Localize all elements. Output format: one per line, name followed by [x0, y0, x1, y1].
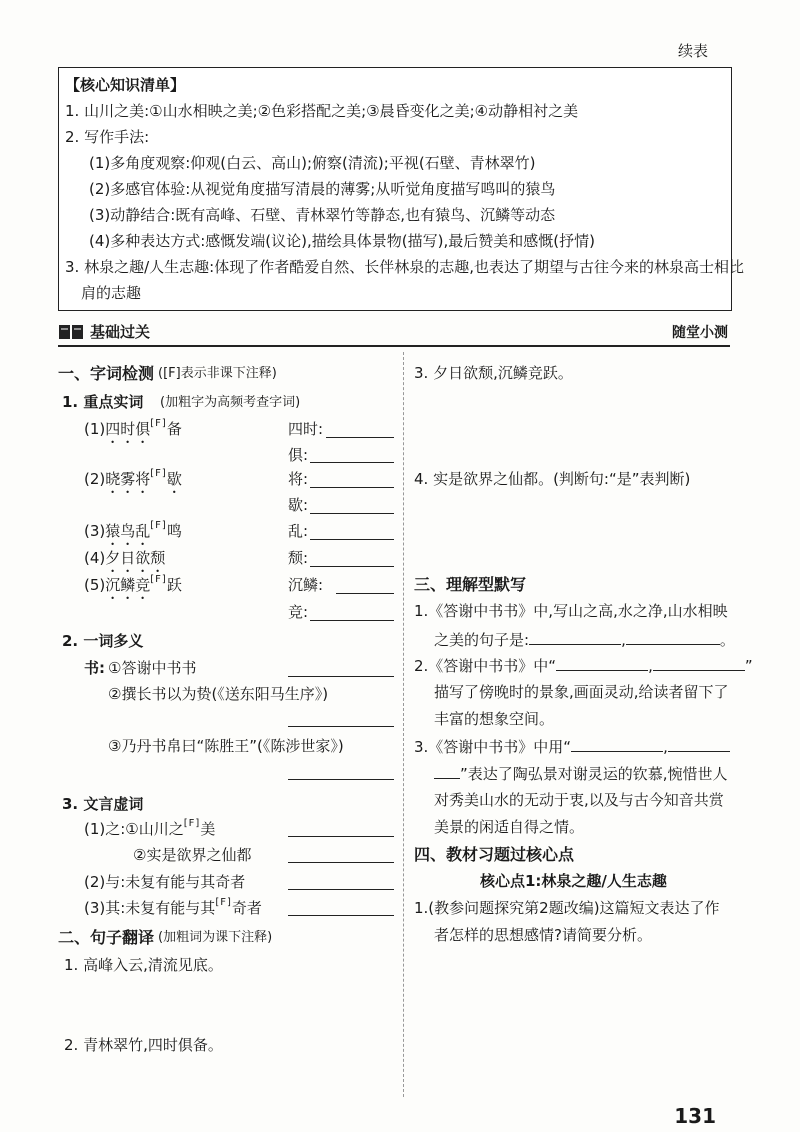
- answer-label: 俱:: [288, 446, 309, 464]
- q1-item: (5)沉鳞竞[F]跃: [84, 574, 182, 594]
- knowledge-item-3: 3. 林泉之趣/人生志趣:体现了作者酷爱自然、长伴林泉的志趣,也表达了期望与古往今来的林泉高士相比: [65, 258, 744, 276]
- s4-title: 四、教材习题过核心点: [414, 845, 575, 864]
- knowledge-item-2-sub: (1)多角度观察:仰观(白云、高山);俯察(清流);平视(石壁、青林翠竹): [89, 154, 536, 172]
- q1-item: (4)夕日欲颓: [84, 549, 166, 567]
- answer-label: 沉鳞:: [288, 576, 324, 594]
- q3-item: (1)之:①山川之[F]美: [84, 818, 216, 838]
- knowledge-item-2-sub: (4)多种表达方式:感慨发端(议论),描绘具体景物(描写),最后赞美和感慨(抒情): [89, 232, 595, 250]
- s2-note: (加粗词为课下注释): [158, 930, 273, 945]
- answer-blank[interactable]: [310, 539, 394, 540]
- answer-blank[interactable]: [336, 593, 394, 594]
- answer-label: 乱:: [288, 522, 309, 540]
- translation-item: 1. 高峰入云,清流见底。: [64, 956, 223, 974]
- q1-note: (加粗字为高频考查字词): [160, 395, 301, 410]
- s1-note: ([F]表示非课下注释): [158, 366, 277, 381]
- column-divider: [403, 352, 404, 1097]
- answer-blank[interactable]: [288, 779, 394, 780]
- q1-item: (2)晓雾将[F]歇: [84, 468, 182, 488]
- answer-blank[interactable]: [288, 676, 394, 677]
- answer-label: 竞:: [288, 603, 309, 621]
- translation-item: 2. 青林翠竹,四时俱备。: [64, 1036, 223, 1054]
- answer-blank[interactable]: [326, 437, 394, 438]
- q2-word: 书:: [84, 659, 105, 677]
- answer-blank[interactable]: [310, 513, 394, 514]
- core-knowledge-box: [58, 67, 744, 311]
- translation-item: 3. 夕日欲颓,沉鳞竞跃。: [414, 364, 573, 382]
- dictation-item: 丰富的想象空间。: [434, 710, 555, 728]
- dictation-item: 2.《答谢中书书》中“ , ”: [414, 657, 753, 675]
- q1-item: (1)四时俱[F]备: [84, 418, 182, 438]
- answer-label: 四时:: [288, 420, 324, 438]
- answer-blank[interactable]: [310, 620, 394, 621]
- dictation-item: 之美的句子是: , 。: [434, 631, 735, 649]
- dictation-item: 对秀美山水的无动于衷,以及与古今知音共赏: [434, 791, 724, 809]
- dictation-item: 描写了傍晚时的景象,画面灵动,给读者留下了: [434, 683, 729, 701]
- book-icon: [58, 323, 84, 341]
- answer-blank[interactable]: [288, 889, 394, 890]
- q2-title: 2. 一词多义: [62, 632, 144, 650]
- knowledge-item-2-sub: (3)动静结合:既有高峰、石壁、青林翠竹等静态,也有猿鸟、沉鳞等动态: [89, 206, 556, 224]
- dictation-item: ”表达了陶弘景对谢灵运的钦慕,惋惜世人: [434, 764, 728, 783]
- s1-title: 一、字词检测: [58, 364, 155, 383]
- q2-item: ①答谢中书书: [108, 659, 197, 677]
- q3-item: (2)与:未复有能与其奇者: [84, 873, 246, 891]
- core-point: 核心点1:林泉之趣/人生志趣: [480, 872, 667, 890]
- dictation-item: 3.《答谢中书书》中用“ ,: [414, 737, 730, 756]
- q3-item: (3)其:未复有能与其[F]奇者: [84, 897, 262, 917]
- knowledge-item-2-sub: (2)多感官体验:从视觉角度描写清晨的薄雾;从听觉角度描写鸣叫的猿鸟: [89, 180, 556, 198]
- q3-title: 3. 文言虚词: [62, 795, 144, 813]
- answer-blank[interactable]: [288, 862, 394, 863]
- answer-label: 将:: [288, 470, 309, 488]
- s3-title: 三、理解型默写: [414, 575, 527, 594]
- answer-label: 歇:: [288, 496, 309, 514]
- knowledge-item-1: 1. 山川之美:①山水相映之美;②色彩搭配之美;③晨昏变化之美;④动静相衬之美: [65, 102, 579, 120]
- answer-blank[interactable]: [310, 566, 394, 567]
- answer-blank[interactable]: [310, 462, 394, 463]
- knowledge-title: 【核心知识清单】: [65, 76, 186, 94]
- dictation-item: 1.《答谢中书书》中,写山之高,水之净,山水相映: [414, 602, 728, 620]
- s2-title: 二、句子翻译: [58, 928, 155, 947]
- continued-label: 续表: [678, 42, 709, 60]
- section-title: 基础过关: [90, 323, 151, 341]
- page-number: 131: [674, 1104, 716, 1128]
- q3-item: ②实是欲界之仙都: [133, 846, 252, 864]
- knowledge-item-2: 2. 写作手法:: [65, 128, 150, 146]
- answer-blank[interactable]: [310, 487, 394, 488]
- section-bar: [58, 323, 730, 347]
- knowledge-item-3-cont: 肩的志趣: [81, 284, 142, 302]
- dictation-item: 美景的闲适自得之情。: [434, 818, 585, 836]
- q1-title: 1. 重点实词: [62, 393, 144, 411]
- q2-item: ③乃丹书帛曰“陈胜王”(《陈涉世家》): [108, 737, 344, 755]
- q2-item: ②撰长书以为贽(《送东阳马生序》): [108, 685, 329, 703]
- answer-blank[interactable]: [288, 726, 394, 727]
- answer-blank[interactable]: [288, 836, 394, 837]
- answer-blank[interactable]: [288, 915, 394, 916]
- section-right-label: 随堂小测: [672, 325, 728, 341]
- exercise-item: 1.(教参问题探究第2题改编)这篇短文表达了作: [414, 899, 720, 917]
- q1-item: (3)猿鸟乱[F]鸣: [84, 520, 182, 540]
- answer-label: 颓:: [288, 549, 309, 567]
- exercise-item: 者怎样的思想感情?请简要分析。: [434, 926, 652, 944]
- translation-item: 4. 实是欲界之仙都。(判断句:“是”表判断): [414, 470, 691, 488]
